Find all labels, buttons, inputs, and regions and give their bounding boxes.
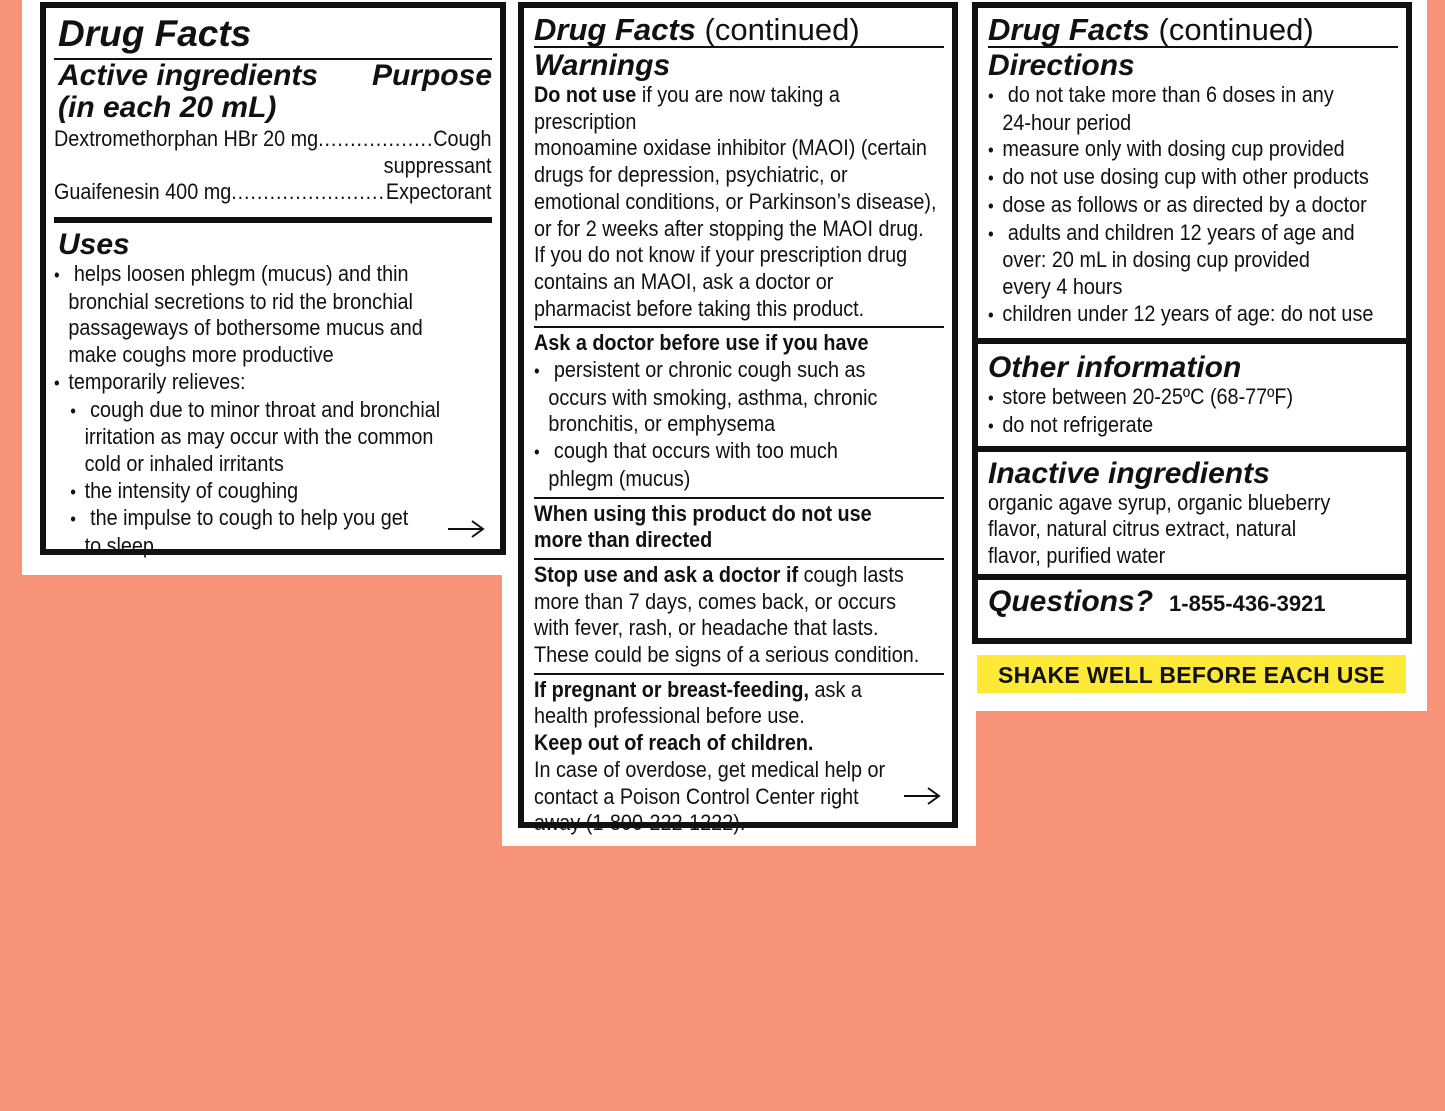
ingredient-row: [54, 179, 492, 206]
uses-section: [54, 223, 492, 559]
list-item: • do not take more than 6 doses in any 24-hour period: [988, 82, 1398, 136]
ingredients-list: [54, 126, 492, 206]
inactive-ingredients-section: Inactive ingredients organic agave syrup, organic blueberry flavor, natural citrus extract, natural flavor, purified water: [978, 452, 1406, 580]
list-item: • helps loosen phlegm (mucus) and thin bronchial secretions to rid the bronchial passageways of bothersome mucus and make coughs more productive: [54, 261, 492, 369]
questions-phone: 1-855-436-3921: [1169, 590, 1326, 616]
ingredient-row: [54, 126, 492, 153]
stop-use-section: Stop use and ask a doctor if cough lasts more than 7 days, comes back, or occurs with fever, rash, or headache that lasts. These could be signs of a serious condition.: [534, 561, 920, 668]
list-item: • do not refrigerate: [988, 412, 1398, 440]
uses-heading: Uses: [58, 228, 130, 261]
list-item: • the impulse to cough to help you get to sleep: [54, 505, 492, 559]
panel-title-continued: (continued): [1158, 12, 1314, 47]
panel-title: Drug Facts: [534, 12, 696, 47]
list-item: • cough due to minor throat and bronchial irritation as may occur with the common cold or inhaled irritants: [54, 397, 492, 478]
ingredient-purpose: Cough: [433, 126, 492, 151]
list-item: • dose as follows or as directed by a doctor: [988, 192, 1398, 220]
panel-2-header: [534, 8, 944, 48]
list-item: • children under 12 years of age: do not use: [988, 301, 1398, 329]
ingredient-purpose: Expectorant: [385, 179, 492, 205]
list-item: • temporarily relieves:: [54, 369, 492, 397]
ingredient-name: Guaifenesin 400 mg: [54, 179, 232, 205]
do-not-use-text: Do not use if you are now taking a prescription monoamine oxidase inhibitor (MAOI) (certain drugs for depression, psychiatric, or emotional conditions, or Parkinson’s disease), or for 2 weeks after stopping the MAOI drug. If you do not know if your prescription drug contains an MAOI, ask a doctor or pharmacist before taking this product.: [534, 82, 937, 321]
active-ingredients-section: [54, 8, 492, 223]
directions-list: [988, 82, 1398, 328]
panel-title-continued: (continued): [704, 12, 860, 47]
questions-section: [988, 580, 1398, 618]
list-item: • store between 20-25ºC (68-77ºF): [988, 384, 1398, 412]
list-item: • do not use dosing cup with other products: [988, 164, 1398, 192]
when-using-section: When using this product do not use more than directed: [534, 500, 872, 553]
active-ingredients-heading: Active ingredients: [58, 59, 319, 92]
inactive-ingredients-heading: Inactive ingredients: [988, 456, 1270, 490]
questions-label: Questions?: [988, 584, 1154, 618]
list-item: • adults and children 12 years of age and over: 20 mL in dosing cup provided every 4 hours: [988, 220, 1398, 301]
warnings-heading: Warnings: [534, 49, 671, 82]
drug-facts-panel-1: [40, 2, 506, 559]
purpose-heading: Purpose: [371, 59, 492, 92]
drug-facts-panel-3: [972, 2, 1412, 644]
panel-title: Drug Facts: [58, 13, 252, 54]
panel-3-header: [988, 8, 1398, 48]
list-item: • persistent or chronic cough such as occurs with smoking, asthma, chronic bronchitis, or emphysema: [534, 357, 944, 438]
other-information-section: [978, 344, 1406, 451]
directions-heading: Directions: [988, 49, 1135, 82]
pregnancy-section: If pregnant or breast-feeding, ask a health professional before use. Keep out of reach of children. In case of overdose, get medical help or contact a Poison Control Center right away (1-800-222-1222).: [534, 676, 886, 836]
panel-title: Drug Facts: [988, 12, 1150, 47]
list-item: • cough that occurs with too much phlegm (mucus): [534, 438, 944, 492]
per-dose-heading: (in each 20 mL): [58, 91, 277, 124]
ask-doctor-section: [534, 330, 944, 492]
continue-arrow-icon: [446, 519, 486, 539]
directions-section: [978, 50, 1406, 344]
ask-doctor-heading: Ask a doctor before use if you have: [534, 330, 869, 356]
drug-facts-panel-2: [518, 2, 958, 836]
continue-arrow-icon: [902, 786, 942, 806]
uses-list: [54, 261, 492, 560]
list-item: • the intensity of coughing: [54, 478, 492, 506]
ingredient-name: Dextromethorphan HBr 20 mg: [54, 126, 319, 151]
ingredient-purpose-cont: suppressant: [383, 152, 492, 178]
shake-well-banner: SHAKE WELL BEFORE EACH USE: [977, 655, 1406, 693]
keep-out-of-reach: Keep out of reach of children.: [534, 730, 814, 756]
other-information-heading: Other information: [988, 351, 1242, 385]
list-item: • measure only with dosing cup provided: [988, 136, 1398, 164]
